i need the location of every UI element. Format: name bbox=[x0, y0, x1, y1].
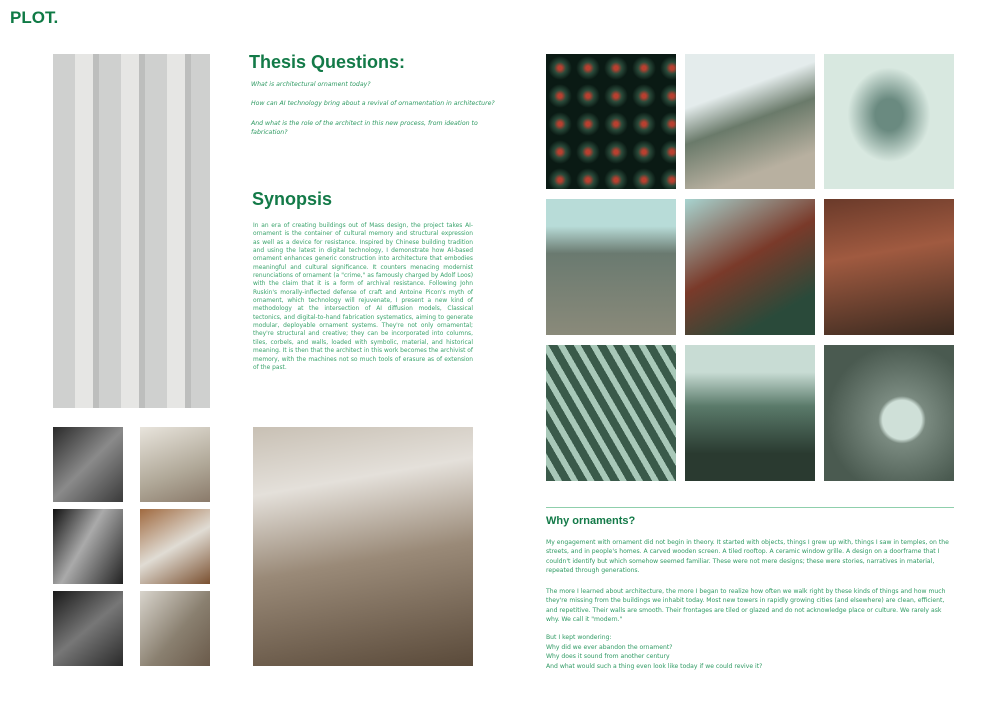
synopsis-title: Synopsis bbox=[252, 189, 333, 209]
synopsis-body: In an era of creating buildings out of Mass design, the project takes AI-ornament is the container of cultural memory and structural expression as well as a device for resistance. Inspired by Chinese building tradition and using the latest in digital technology, I demonstrate how AI-based ornament enhances generic construction into architecture that embodies meaningful and cultural significance. It counters menacing modernist renunciations of ornament (a "crime," as famously charged by Adolf Loos) with the claim that it is a form of archival resistance. Following John Ruskin's morally-inflected defense of craft and Antoine Picon's myth of ornament, which technology will rejuvenate, I present a new kind of methodology at the intersection of AI diffusion models, Classical tectonics, and digital-to-hand fabrication systematics, aiming to generate modular, deployable ornament systems. They're not only ornamental; they're structural and creative; they can be incorporated into columns, tiles, corbels, and walls, loaded with symbolic, material, and historical meaning. It is then that the architect in this work becomes the archivist of memory, with the machines not so much tools of erasure as of extension of the past. bbox=[253, 223, 473, 371]
why-line: But I kept wondering: bbox=[546, 634, 612, 641]
gable-wall-photo bbox=[546, 199, 676, 335]
model-photo bbox=[140, 591, 210, 666]
thesis-question: What is architectural ornament today? bbox=[251, 81, 371, 88]
logo: PLOT. bbox=[10, 8, 59, 27]
wavy-roof-ridge-photo bbox=[546, 345, 676, 481]
carved-beams-photo bbox=[824, 199, 954, 335]
why-paragraph: My engagement with ornament did not begin in theory. It started with objects, things I grew up with, things I saw in temples, on the streets, and in people's homes. A carved wooden screen. A tiled rooftop. A ceramic window grille. A design on a doorframe that I couldn't identify but which somehow seemed familiar. These were not mere designs; these were stories, narratives in material, repeated through generations. bbox=[546, 539, 949, 575]
pagoda-roofs-photo bbox=[685, 199, 815, 335]
why-line: And what would such a thing even look like today if we could revive it? bbox=[546, 663, 763, 670]
plaster-ornament-photo bbox=[53, 54, 210, 408]
thesis-title: Thesis Questions: bbox=[249, 52, 406, 72]
thesis-question: How can AI technology bring about a revival of ornamentation in architecture? bbox=[251, 100, 495, 107]
model-photo bbox=[140, 427, 210, 502]
why-line: Why does it sound from another century bbox=[546, 653, 670, 660]
why-line: Why did we ever abandon the ornament? bbox=[546, 644, 673, 651]
model-photo bbox=[53, 509, 123, 584]
curved-roofs-photo bbox=[685, 345, 815, 481]
roof-bracket-photo bbox=[824, 54, 954, 189]
model-photo bbox=[140, 509, 210, 584]
model-photo bbox=[53, 591, 123, 666]
divider bbox=[546, 507, 954, 508]
model-photo bbox=[53, 427, 123, 502]
moon-gate-courtyard-photo bbox=[824, 345, 954, 481]
why-title: Why ornaments? bbox=[546, 515, 636, 527]
stained-glass-window-photo bbox=[546, 54, 676, 189]
thesis-question: And what is the role of the architect in this new process, from ideation to fabrication? bbox=[251, 120, 478, 136]
temple-eaves-photo bbox=[685, 54, 815, 189]
ornament-model-photo bbox=[253, 427, 473, 666]
why-paragraph: The more I learned about architecture, the more I began to realize how often we walk right by these kinds of things and how much they're missing from the buildings we inhabit today. Most new towers in rapidly growing cities (and elsewhere) are clean, efficient, and repetitive. Their walls are smooth. Their frontages are tiled or glazed and do not acknowledge place or culture. We rarely ask why. We call it "modern." bbox=[546, 588, 946, 624]
